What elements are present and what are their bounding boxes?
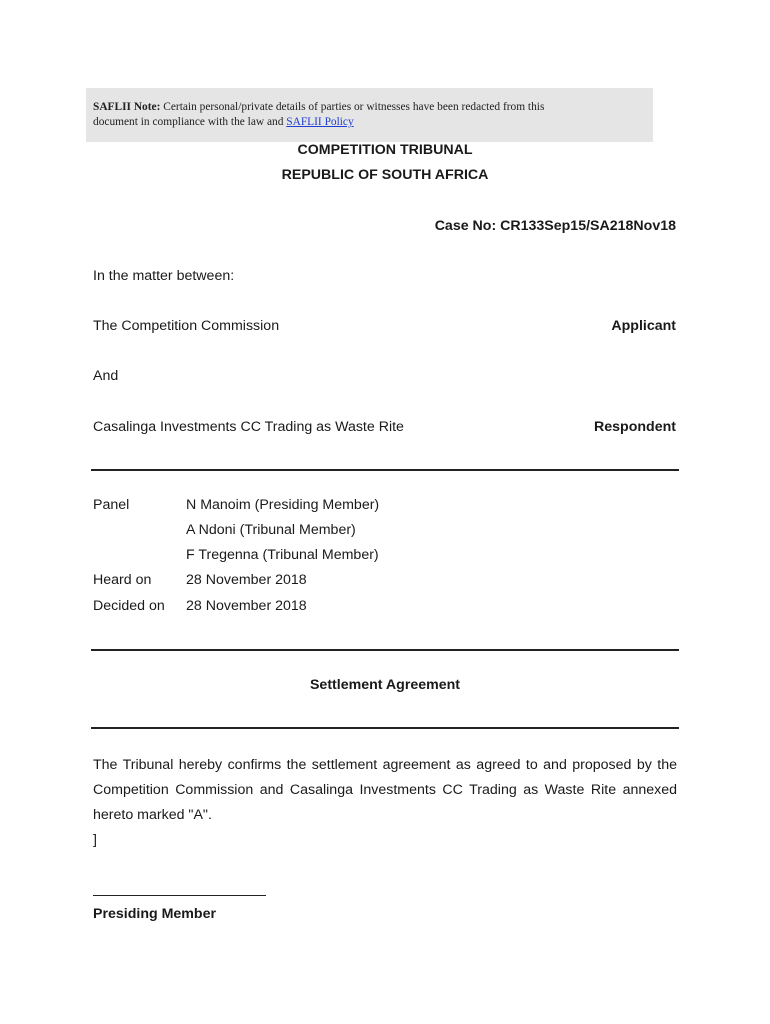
country-title: REPUBLIC OF SOUTH AFRICA [281, 167, 489, 183]
respondent-role: Respondent [594, 419, 676, 435]
matter-between: In the matter between: [93, 268, 235, 284]
decided-label: Decided on [93, 598, 165, 614]
heard-label: Heard on [93, 572, 152, 588]
divider-top [91, 469, 679, 471]
case-number: Case No: CR133Sep15/SA218Nov18 [434, 218, 676, 234]
safli-note-label: SAFLII Note: [93, 101, 161, 113]
bracket-mark: ] [93, 832, 97, 848]
safli-note-text-1: Certain personal/private details of parties or witnesses have been redacted from this [160, 101, 545, 113]
tribunal-title: COMPETITION TRIBUNAL [297, 142, 473, 158]
section-title: Settlement Agreement [309, 677, 461, 693]
panel-member: N Manoim (Presiding Member) [186, 497, 380, 513]
safli-note-text-2: document in compliance with the law and [93, 116, 287, 128]
panel-label: Panel [93, 497, 130, 513]
panel-member: A Ndoni (Tribunal Member) [186, 522, 356, 538]
divider-bottom [91, 727, 679, 729]
signature-label: Presiding Member [93, 906, 216, 922]
respondent-name: Casalinga Investments CC Trading as Waste Rite [93, 419, 404, 435]
applicant-role: Applicant [611, 318, 676, 334]
panel-member: F Tregenna (Tribunal Member) [186, 547, 379, 563]
divider-middle [91, 649, 679, 651]
body-paragraph: The Tribunal hereby confirms the settlement agreement as agreed to and proposed by the Competition Commission and Casalinga Investments CC Trading as Waste Rite annexed hereto marked "A". [93, 757, 677, 823]
applicant-name: The Competition Commission [93, 318, 280, 334]
decided-date: 28 November 2018 [186, 598, 307, 614]
signature-line [93, 895, 266, 896]
safli-policy-link[interactable]: SAFLII Policy [286, 116, 354, 128]
conjunction-and: And [93, 368, 119, 384]
safli-note [86, 88, 653, 142]
heard-date: 28 November 2018 [186, 572, 307, 588]
